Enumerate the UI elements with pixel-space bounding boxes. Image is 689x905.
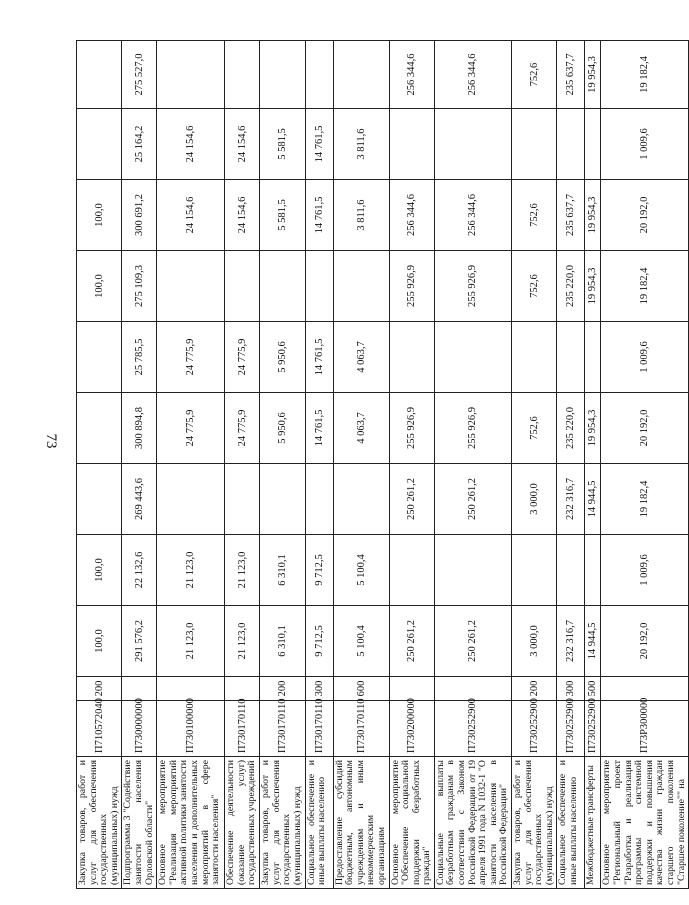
row-code-cell: П73Р300000 — [601, 701, 689, 757]
table-row — [333, 41, 389, 889]
budget-table — [76, 40, 689, 889]
row-value-cell: 24 775,9 — [225, 322, 260, 393]
row-value-cell: 19 954,3 — [585, 41, 601, 109]
row-name-cell: Закупка товаров, работ и услуг для обеспечения государственных (муниципальных) нужд — [77, 757, 122, 889]
row-value-cell: 752,6 — [512, 251, 557, 322]
row-value-cell — [260, 41, 305, 109]
row-value-cell: 256 344,6 — [389, 180, 434, 251]
row-value-cell — [157, 251, 225, 322]
row-value-cell: 232 316,7 — [557, 606, 585, 677]
row-code-cell: П730252900 — [557, 701, 585, 757]
row-name-cell: Закупка товаров, работ и услуг для обеспечения государственных (муниципальных) нужд — [260, 757, 305, 889]
row-value-cell — [512, 535, 557, 606]
row-value-cell: 752,6 — [512, 393, 557, 464]
row-value-cell: 4 063,7 — [333, 322, 389, 393]
table-row — [434, 41, 511, 889]
row-vr-cell: 200 — [260, 677, 305, 701]
row-value-cell — [512, 109, 557, 180]
row-value-cell: 235 220,0 — [557, 251, 585, 322]
row-value-cell: 300 691,2 — [122, 180, 157, 251]
row-value-cell — [157, 464, 225, 535]
row-vr-cell — [434, 677, 511, 701]
row-value-cell: 24 154,6 — [157, 109, 225, 180]
row-value-cell: 19 954,3 — [585, 393, 601, 464]
row-vr-cell: 600 — [333, 677, 389, 701]
row-value-cell: 14 761,5 — [305, 180, 333, 251]
row-value-cell: 4 063,7 — [333, 393, 389, 464]
row-value-cell: 14 944,5 — [585, 464, 601, 535]
row-value-cell: 24 154,6 — [225, 180, 260, 251]
row-value-cell: 256 344,6 — [389, 41, 434, 109]
row-value-cell: 752,6 — [512, 41, 557, 109]
row-code-cell: П730170110 — [333, 701, 389, 757]
row-value-cell: 752,6 — [512, 180, 557, 251]
table-row — [225, 41, 260, 889]
row-value-cell — [225, 251, 260, 322]
table-row — [601, 41, 689, 889]
row-value-cell: 235 220,0 — [557, 393, 585, 464]
row-value-cell: 19 954,3 — [585, 180, 601, 251]
row-value-cell: 255 926,9 — [434, 251, 511, 322]
row-value-cell — [434, 109, 511, 180]
row-vr-cell: 500 — [585, 677, 601, 701]
row-code-cell: П730252900 — [434, 701, 511, 757]
row-value-cell: 5 100,4 — [333, 535, 389, 606]
row-vr-cell — [122, 677, 157, 701]
row-code-cell: П730170110 — [305, 701, 333, 757]
row-value-cell: 255 926,9 — [389, 393, 434, 464]
row-name-cell: Закупка товаров, работ и услуг для обеспечения государственных (муниципальных) нужд — [512, 757, 557, 889]
row-value-cell: 20 192,0 — [601, 180, 689, 251]
table-row — [260, 41, 305, 889]
row-value-cell — [305, 251, 333, 322]
row-value-cell: 5 950,6 — [260, 393, 305, 464]
row-value-cell: 1 009,6 — [601, 322, 689, 393]
row-code-cell: П710572040 — [77, 701, 122, 757]
row-vr-cell — [389, 677, 434, 701]
row-value-cell — [225, 41, 260, 109]
row-value-cell — [77, 393, 122, 464]
row-value-cell: 14 761,5 — [305, 322, 333, 393]
row-value-cell: 250 261,2 — [389, 606, 434, 677]
page-number: 73 — [43, 433, 59, 449]
row-value-cell — [157, 41, 225, 109]
row-vr-cell: 200 — [512, 677, 557, 701]
row-value-cell: 21 123,0 — [225, 606, 260, 677]
row-value-cell: 255 926,9 — [434, 393, 511, 464]
row-value-cell: 21 123,0 — [157, 535, 225, 606]
row-value-cell — [260, 464, 305, 535]
row-code-cell: П730170110 — [260, 701, 305, 757]
row-value-cell — [333, 464, 389, 535]
row-value-cell — [512, 322, 557, 393]
table-row — [157, 41, 225, 889]
row-code-cell: П730252900 — [512, 701, 557, 757]
row-value-cell: 6 310,1 — [260, 535, 305, 606]
row-value-cell: 300 894,8 — [122, 393, 157, 464]
row-value-cell: 22 132,6 — [122, 535, 157, 606]
row-value-cell: 5 581,5 — [260, 109, 305, 180]
row-name-cell: Подпрограмма 3 "Содействие занятости населения Орловской области" — [122, 757, 157, 889]
row-name-cell: Обеспечение деятельности (оказание услуг) государственных учреждений — [225, 757, 260, 889]
row-value-cell — [305, 464, 333, 535]
row-code-cell: П730100000 — [157, 701, 225, 757]
row-value-cell: 275 527,0 — [122, 41, 157, 109]
row-value-cell: 24 154,6 — [225, 109, 260, 180]
row-value-cell: 100,0 — [77, 606, 122, 677]
row-value-cell — [389, 535, 434, 606]
row-name-cell: Основное мероприятие "Обеспечение социальной поддержки безработных граждан" — [389, 757, 434, 889]
row-value-cell — [585, 535, 601, 606]
row-value-cell — [225, 464, 260, 535]
table-row — [512, 41, 557, 889]
row-name-cell: Предоставление субсидий бюджетным, автономным учреждениям и иным некоммерческим организациям — [333, 757, 389, 889]
row-value-cell: 3 811,6 — [333, 180, 389, 251]
row-value-cell: 291 576,2 — [122, 606, 157, 677]
row-value-cell: 24 154,6 — [157, 180, 225, 251]
row-value-cell: 19 182,4 — [601, 464, 689, 535]
table-row — [389, 41, 434, 889]
row-value-cell: 3 000,0 — [512, 464, 557, 535]
row-vr-cell: 300 — [305, 677, 333, 701]
row-value-cell: 235 637,7 — [557, 41, 585, 109]
row-value-cell: 250 261,2 — [434, 464, 511, 535]
row-vr-cell — [157, 677, 225, 701]
row-name-cell: Социальные выплаты безработным гражданам в соответствии с Законом Российской Федерации от 19 апреля 1991 года N 1032-1 "О занятости населения в Российской Федерации" — [434, 757, 511, 889]
table-row — [585, 41, 601, 889]
row-value-cell: 235 637,7 — [557, 180, 585, 251]
row-vr-cell: 200 — [77, 677, 122, 701]
row-value-cell — [77, 464, 122, 535]
table-row — [557, 41, 585, 889]
row-value-cell — [585, 322, 601, 393]
row-value-cell: 24 775,9 — [157, 393, 225, 464]
row-value-cell: 20 192,0 — [601, 606, 689, 677]
row-code-cell: П730000000 — [122, 701, 157, 757]
row-value-cell: 256 344,6 — [434, 41, 511, 109]
row-value-cell: 269 443,6 — [122, 464, 157, 535]
row-value-cell: 5 581,5 — [260, 180, 305, 251]
row-value-cell: 21 123,0 — [157, 606, 225, 677]
row-value-cell — [333, 251, 389, 322]
row-value-cell: 232 316,7 — [557, 464, 585, 535]
row-value-cell: 9 712,5 — [305, 535, 333, 606]
table-row — [122, 41, 157, 889]
row-value-cell: 275 109,3 — [122, 251, 157, 322]
row-name-cell: Социальное обеспечение и иные выплаты населению — [305, 757, 333, 889]
row-vr-cell — [225, 677, 260, 701]
row-value-cell: 14 944,5 — [585, 606, 601, 677]
row-value-cell: 9 712,5 — [305, 606, 333, 677]
row-vr-cell: 300 — [557, 677, 585, 701]
row-value-cell: 14 761,5 — [305, 393, 333, 464]
row-code-cell: П730252900 — [585, 701, 601, 757]
row-value-cell: 1 009,6 — [601, 109, 689, 180]
row-value-cell: 100,0 — [77, 251, 122, 322]
row-value-cell: 6 310,1 — [260, 606, 305, 677]
row-value-cell — [77, 322, 122, 393]
table-row — [305, 41, 333, 889]
budget-table-container — [76, 41, 687, 889]
row-value-cell: 100,0 — [77, 535, 122, 606]
row-code-cell: П730200000 — [389, 701, 434, 757]
row-name-cell: Социальное обеспечение и иные выплаты населению — [557, 757, 585, 889]
row-value-cell: 19 954,3 — [585, 251, 601, 322]
row-value-cell: 25 785,5 — [122, 322, 157, 393]
row-value-cell — [585, 109, 601, 180]
row-value-cell — [77, 109, 122, 180]
row-value-cell: 14 761,5 — [305, 109, 333, 180]
row-value-cell: 1 009,6 — [601, 535, 689, 606]
row-value-cell — [557, 109, 585, 180]
row-value-cell — [557, 322, 585, 393]
row-value-cell — [434, 322, 511, 393]
row-value-cell: 25 164,2 — [122, 109, 157, 180]
row-value-cell — [260, 251, 305, 322]
row-value-cell: 20 192,0 — [601, 393, 689, 464]
row-value-cell — [389, 322, 434, 393]
row-code-cell: П730170110 — [225, 701, 260, 757]
row-value-cell: 19 182,4 — [601, 41, 689, 109]
table-row — [77, 41, 122, 889]
row-value-cell: 21 123,0 — [225, 535, 260, 606]
row-value-cell: 3 811,6 — [333, 109, 389, 180]
row-name-cell: Межбюджетные трансферты — [585, 757, 601, 889]
row-value-cell — [389, 109, 434, 180]
row-value-cell — [333, 41, 389, 109]
row-value-cell: 255 926,9 — [389, 251, 434, 322]
row-value-cell: 3 000,0 — [512, 606, 557, 677]
row-name-cell: Основное мероприятие "Реализация мероприятий активной политики занятости населения и дополнительных мероприятий в сфере занятости населения" — [157, 757, 225, 889]
row-value-cell: 5 100,4 — [333, 606, 389, 677]
row-value-cell — [557, 535, 585, 606]
row-value-cell — [305, 41, 333, 109]
row-value-cell — [77, 41, 122, 109]
row-value-cell: 250 261,2 — [434, 606, 511, 677]
row-value-cell: 5 950,6 — [260, 322, 305, 393]
row-value-cell: 19 182,4 — [601, 251, 689, 322]
row-value-cell: 24 775,9 — [225, 393, 260, 464]
row-value-cell: 100,0 — [77, 180, 122, 251]
row-value-cell: 24 775,9 — [157, 322, 225, 393]
row-name-cell: Основное мероприятие "Региональный проект "Разработка и реализация программы системной поддержки и повышения качества жизни граждан старшего поколения "Старшее поколение"" на — [601, 757, 689, 889]
row-value-cell: 256 344,6 — [434, 180, 511, 251]
row-value-cell — [434, 535, 511, 606]
row-value-cell: 250 261,2 — [389, 464, 434, 535]
